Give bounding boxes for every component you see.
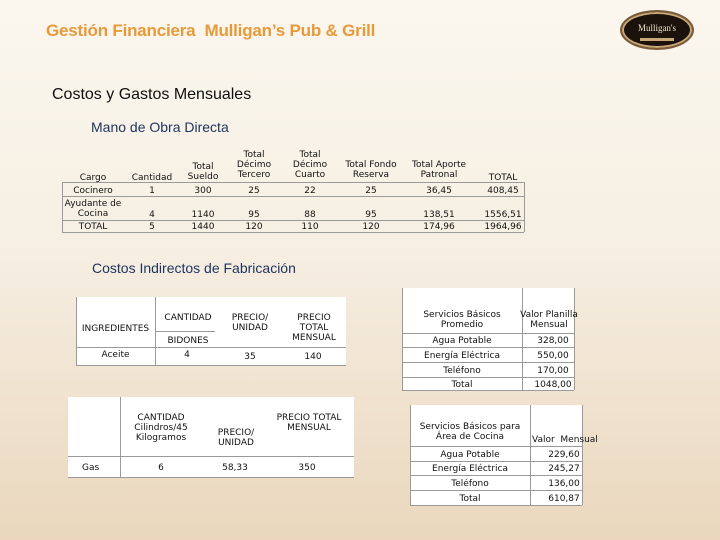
table-rule: [410, 461, 582, 462]
col-header-precio-total: PRECIO TOTAL MENSUAL: [292, 313, 336, 343]
table-rule: [402, 377, 574, 378]
col-header-servicio: Servicios Básicos Promedio: [423, 310, 501, 330]
table-rule: [410, 505, 582, 506]
table-cell: 1: [149, 186, 155, 196]
section-heading-indirectos: Costos Indirectos de Fabricación: [92, 260, 296, 276]
table-cell: 1140: [191, 210, 215, 220]
table-cell: 1440: [191, 222, 215, 232]
table-cell: Gas: [82, 463, 100, 473]
table-cell: 174,96: [423, 222, 455, 232]
table-rule: [410, 490, 582, 491]
table-rule: [62, 220, 524, 221]
col-header-cantidad: CANTIDAD: [164, 313, 212, 323]
table-rule: [402, 390, 574, 391]
table-cell: Cocinero: [73, 186, 113, 196]
table-cell: Teléfono: [443, 366, 481, 376]
table-cell: Aceite: [101, 350, 130, 360]
table-cell: 5: [149, 222, 155, 232]
table-cell: Energía Eléctrica: [432, 464, 508, 474]
table-rule: [68, 456, 354, 457]
col-header-cargo: Cargo: [79, 173, 107, 183]
col-header-valor-mensual: Valor Mensual: [532, 435, 598, 445]
table-rule: [62, 196, 524, 197]
table-cell: Ayudante de Cocina: [64, 199, 122, 219]
table-cell: 136,00: [548, 479, 580, 489]
table-rule: [402, 333, 574, 334]
col-header-total: TOTAL: [488, 173, 518, 183]
header-title: Gestión Financiera Mulligan’s Pub & Grill: [46, 21, 376, 40]
col-header-precio-unidad: PRECIO/ UNIDAD: [231, 313, 269, 333]
table-rule: [402, 288, 403, 390]
table-cell: 300: [194, 186, 212, 196]
table-cell: 408,45: [487, 186, 519, 196]
col-header-decimo-tercero: Total Décimo Tercero: [236, 150, 272, 180]
table-cell: Agua Potable: [440, 450, 500, 460]
table-rule: [402, 347, 574, 348]
table-rule: [62, 232, 524, 233]
table-rule: [68, 477, 354, 478]
table-cell: 550,00: [537, 351, 569, 361]
table-cell: 95: [365, 210, 377, 220]
col-header-total-sueldo: Total Sueldo: [187, 162, 219, 182]
table-cell: Teléfono: [451, 479, 489, 489]
section-heading-mano-obra: Mano de Obra Directa: [91, 119, 229, 135]
table-cell: 350: [298, 463, 316, 473]
table-rule: [76, 365, 346, 366]
col-header-precio-unidad: PRECIO/ UNIDAD: [217, 428, 255, 448]
table-cell: 1964,96: [484, 222, 522, 232]
col-header-ingredientes: INGREDIENTES: [81, 324, 150, 334]
table-rule: [402, 362, 574, 363]
table-cell: 170,00: [537, 366, 569, 376]
table-cell: 110: [301, 222, 319, 232]
col-header-bidones: BIDONES: [167, 336, 209, 346]
col-header-cantidad-cilindros: CANTIDAD Cilindros/45 Kilogramos: [134, 413, 188, 443]
table-cell: 1048,00: [534, 380, 572, 390]
table-cell: 88: [304, 210, 316, 220]
table-cell: 328,00: [537, 336, 569, 346]
col-header-fondo-reserva: Total Fondo Reserva: [345, 160, 397, 180]
table-cell: 25: [248, 186, 260, 196]
table-cell: 138,51: [423, 210, 455, 220]
table-cell: 58,33: [222, 463, 248, 473]
col-header-aporte-patronal: Total Aporte Patronal: [411, 160, 467, 180]
table-rule: [522, 288, 523, 390]
col-header-decimo-cuarto: Total Décimo Cuarto: [292, 150, 328, 180]
table-rule: [410, 475, 582, 476]
table-cell: TOTAL: [78, 222, 108, 232]
table-cell: 36,45: [426, 186, 452, 196]
logo-text: Mulligan's: [637, 23, 677, 33]
table-cell: 25: [365, 186, 377, 196]
table-cell: 140: [304, 352, 322, 362]
col-header-servicio: Servicios Básicos para Área de Cocina: [419, 422, 521, 442]
page-title: Costos y Gastos Mensuales: [52, 86, 252, 103]
table-rule: [76, 347, 346, 348]
col-header-precio-total: PRECIO TOTAL MENSUAL: [276, 413, 342, 433]
table-cell: 245,27: [548, 464, 580, 474]
table-cell: Total: [451, 380, 473, 390]
table-cell: 4: [184, 350, 190, 360]
table-cell: 610,87: [548, 494, 580, 504]
table-cell: 22: [304, 186, 316, 196]
logo-band: [640, 38, 674, 41]
pub-logo: [620, 10, 694, 50]
table-rule: [410, 446, 582, 447]
table-cell: Agua Potable: [432, 336, 492, 346]
table-cell: 4: [149, 210, 155, 220]
table-rule: [155, 331, 215, 332]
col-header-cantidad: Cantidad: [131, 173, 173, 183]
table-cell: 95: [248, 210, 260, 220]
table-cell: Energía Eléctrica: [424, 351, 500, 361]
table-cell: 229,60: [548, 450, 580, 460]
col-header-valor-planilla: Valor Planilla Mensual: [520, 310, 578, 330]
table-cell: 35: [244, 352, 256, 362]
table-cell: 1556,51: [484, 210, 522, 220]
table-cell: Total: [459, 494, 481, 504]
table-cell: 120: [245, 222, 263, 232]
table-cell: 120: [362, 222, 380, 232]
table-cell: 6: [158, 463, 164, 473]
